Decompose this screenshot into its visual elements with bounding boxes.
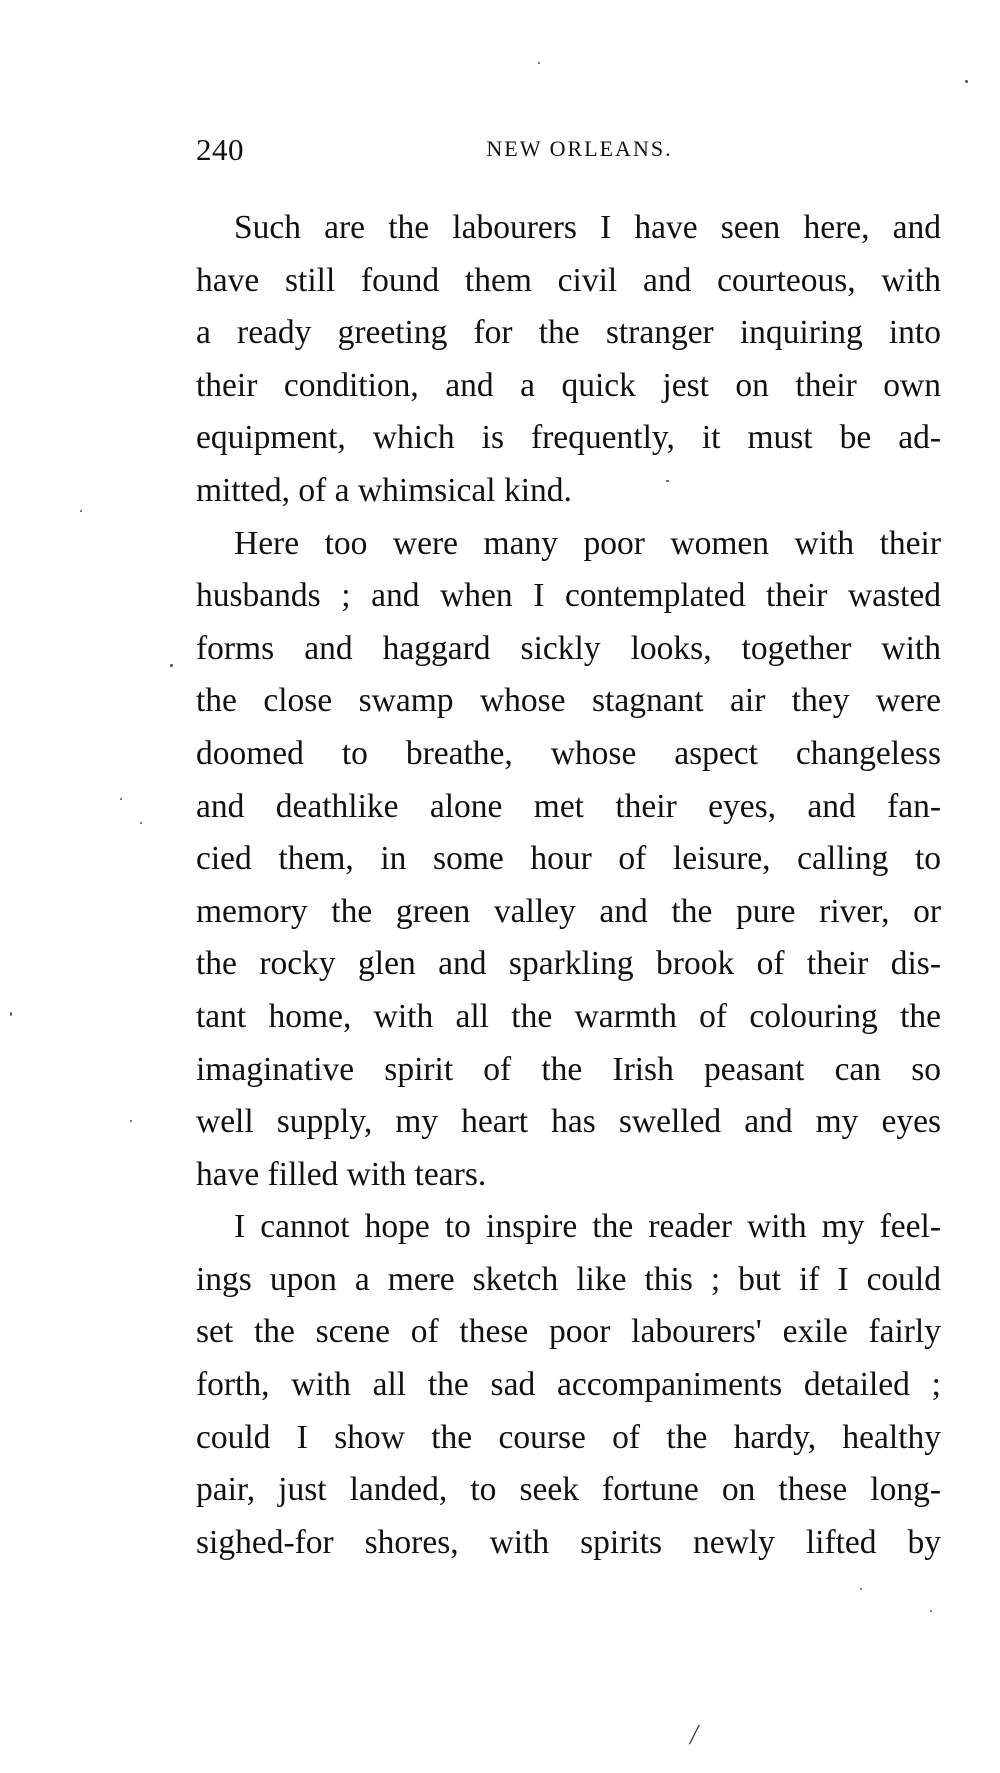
text-line: a ready greeting for the stranger inquiring into — [196, 314, 941, 352]
text-line: have filled with tears. — [196, 1155, 487, 1193]
page-number: 240 — [196, 132, 244, 167]
text-line: husbands ; and when I contemplated their wasted — [196, 577, 941, 615]
paper-speck — [170, 664, 173, 667]
running-title: NEW ORLEANS. — [486, 136, 673, 161]
paper-speck — [130, 1120, 132, 1122]
text-line: set the scene of these poor labourers' exile fairly — [196, 1313, 941, 1351]
text-line: I cannot hope to inspire the reader with my feel- — [234, 1208, 941, 1246]
text-line: their condition, and a quick jest on their own — [196, 366, 941, 404]
text-line: Such are the labourers I have seen here, and — [234, 209, 941, 246]
text-line: equipment, which is frequently, it must be ad- — [196, 419, 941, 457]
paragraph-1 — [196, 202, 941, 518]
paper-speck — [860, 1588, 862, 1590]
paper-speck — [80, 510, 82, 512]
paper-speck — [538, 62, 540, 64]
text-line: and deathlike alone met their eyes, and fan- — [196, 787, 941, 825]
body-text — [196, 202, 941, 1569]
paper-speck — [10, 1012, 12, 1016]
paper-speck — [120, 798, 122, 800]
paper-speck — [666, 480, 669, 482]
text-line: mitted, of a whimsical kind. — [196, 471, 572, 509]
text-line: Here too were many poor women with their — [234, 524, 941, 562]
text-line: forth, with all the sad accompaniments detailed ; — [196, 1366, 941, 1404]
text-line: could I show the course of the hardy, healthy — [196, 1418, 941, 1456]
text-line: cied them, in some hour of leisure, calling to — [196, 840, 941, 878]
text-line: forms and haggard sickly looks, together with — [196, 629, 941, 667]
text-line: pair, just landed, to seek fortune on these long- — [196, 1471, 941, 1509]
paragraph-2 — [196, 518, 941, 1202]
ink-mark: / — [690, 1720, 698, 1751]
running-head — [196, 132, 941, 172]
paper-speck — [930, 1610, 932, 1612]
text-line: memory the green valley and the pure river, or — [196, 892, 941, 930]
paper-speck — [965, 80, 968, 83]
text-line: well supply, my heart has swelled and my eyes — [196, 1103, 941, 1141]
text-line: tant home, with all the warmth of colouring the — [196, 997, 941, 1035]
text-line: the close swamp whose stagnant air they were — [196, 682, 941, 720]
paragraph-3 — [196, 1201, 941, 1569]
text-line: sighed-for shores, with spirits newly lifted by — [196, 1523, 941, 1561]
text-line: have still found them civil and courteous, with — [196, 261, 941, 299]
text-line: the rocky glen and sparkling brook of their dis- — [196, 945, 941, 983]
paper-speck — [140, 822, 142, 824]
text-line: imaginative spirit of the Irish peasant can so — [196, 1050, 941, 1088]
text-line: ings upon a mere sketch like this ; but if I could — [196, 1260, 941, 1298]
text-line: doomed to breathe, whose aspect changeless — [196, 734, 941, 772]
